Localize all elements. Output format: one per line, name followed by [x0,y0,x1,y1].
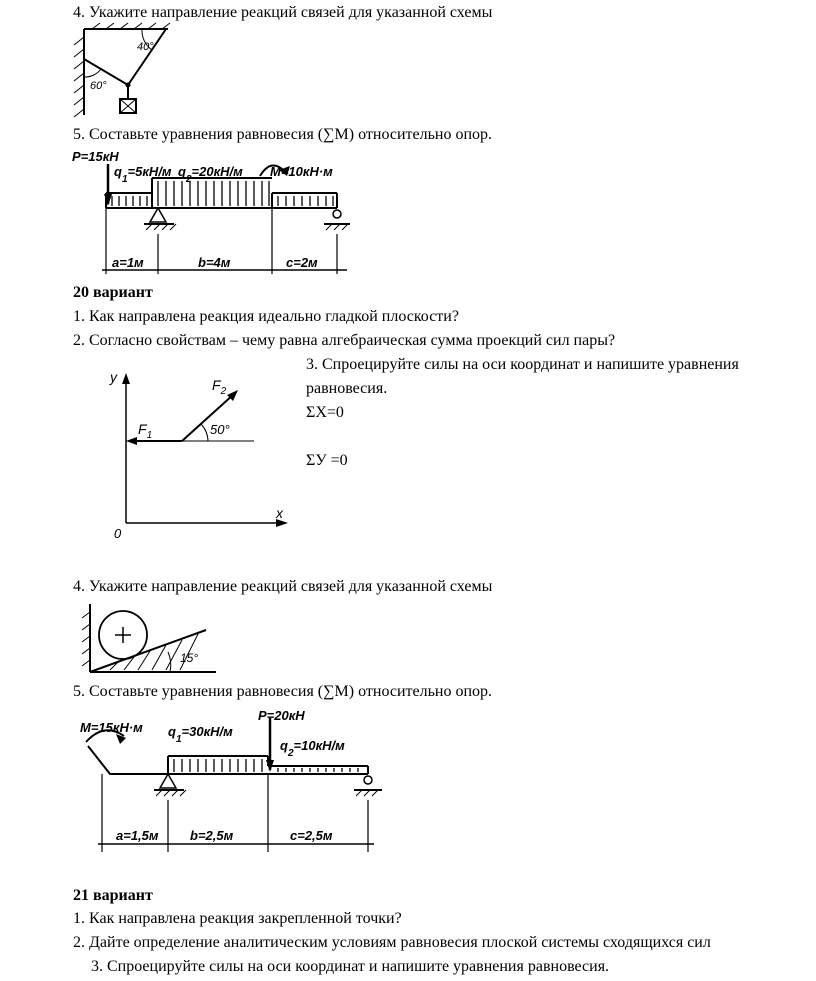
v20-question-2: 2. Согласно свойствам – чему равна алгебраическая сумма проекций сил пары? [73,332,616,349]
label-M: M=15кН·м [80,720,143,735]
angle-50: 50° [210,422,230,437]
question-5-a: 5. Составьте уравнения равновесия (∑M) относительно опор. [73,126,492,143]
figure-beam-1 [72,146,362,276]
label-a: a=1,5м [116,828,159,843]
axis-y-label: y [110,369,117,385]
question-4-b: 4. Укажите направление реакций связей для указанной схемы [73,578,493,595]
equation-sum-x: ΣХ=0 [306,404,344,421]
label-q2: $q_2=10кН/м$ [280,738,345,759]
label-q2: $q_2=20кН/м$ [178,164,243,185]
angle-60: 60° [90,80,107,92]
figure-cylinder-wedge [80,600,230,680]
label-b: b=4м [198,255,231,270]
v20-question-3-line-2: равновесия. [306,380,388,397]
variant-21-heading: 21 вариант [73,887,153,904]
figure-force-axes [108,368,293,543]
angle-40: 40° [137,41,154,53]
figure-beam-2 [72,706,382,856]
v21-question-3: 3. Спроецируйте силы на оси координат и напишите уравнения равновесия. [91,958,610,975]
label-M: M=10кН·м [270,164,333,179]
label-q1: $q_1=30кН/м$ [168,724,233,745]
question-5-b: 5. Составьте уравнения равновесия (∑M) относительно опор. [73,683,492,700]
v20-question-1: 1. Как направлена реакция идеально гладкой плоскости? [73,308,459,325]
origin-label: 0 [114,526,122,541]
figure-hanging-weight [70,23,210,118]
label-a: a=1м [112,255,144,270]
equation-sum-y: ΣУ =0 [306,452,348,469]
force-F1-label: $F_1$ [138,421,153,441]
label-P: P=20кН [258,708,305,723]
label-q1: $q_1=5кН/м$ [114,164,172,185]
v20-question-3-line-1: 3. Спроецируйте силы на оси координат и напишите уравнения [306,356,739,373]
v21-question-2: 2. Дайте определение аналитическим условиям равновесия плоской системы сходящихся сил [73,934,711,951]
v21-question-1: 1. Как направлена реакция закрепленной точки? [73,910,402,927]
variant-20-heading: 20 вариант [73,284,153,301]
axis-x-label: x [276,505,283,521]
rope-right [128,29,166,85]
label-b: b=2,5м [190,828,234,843]
angle-15: 15° [180,651,199,665]
label-c: c=2м [286,255,318,270]
question-4-a: 4. Укажите направление реакций связей для указанной схемы [73,4,493,21]
label-c: c=2,5м [290,828,333,843]
force-F2-label: $F_2$ [212,377,227,397]
label-P: P=15кН [72,149,119,164]
